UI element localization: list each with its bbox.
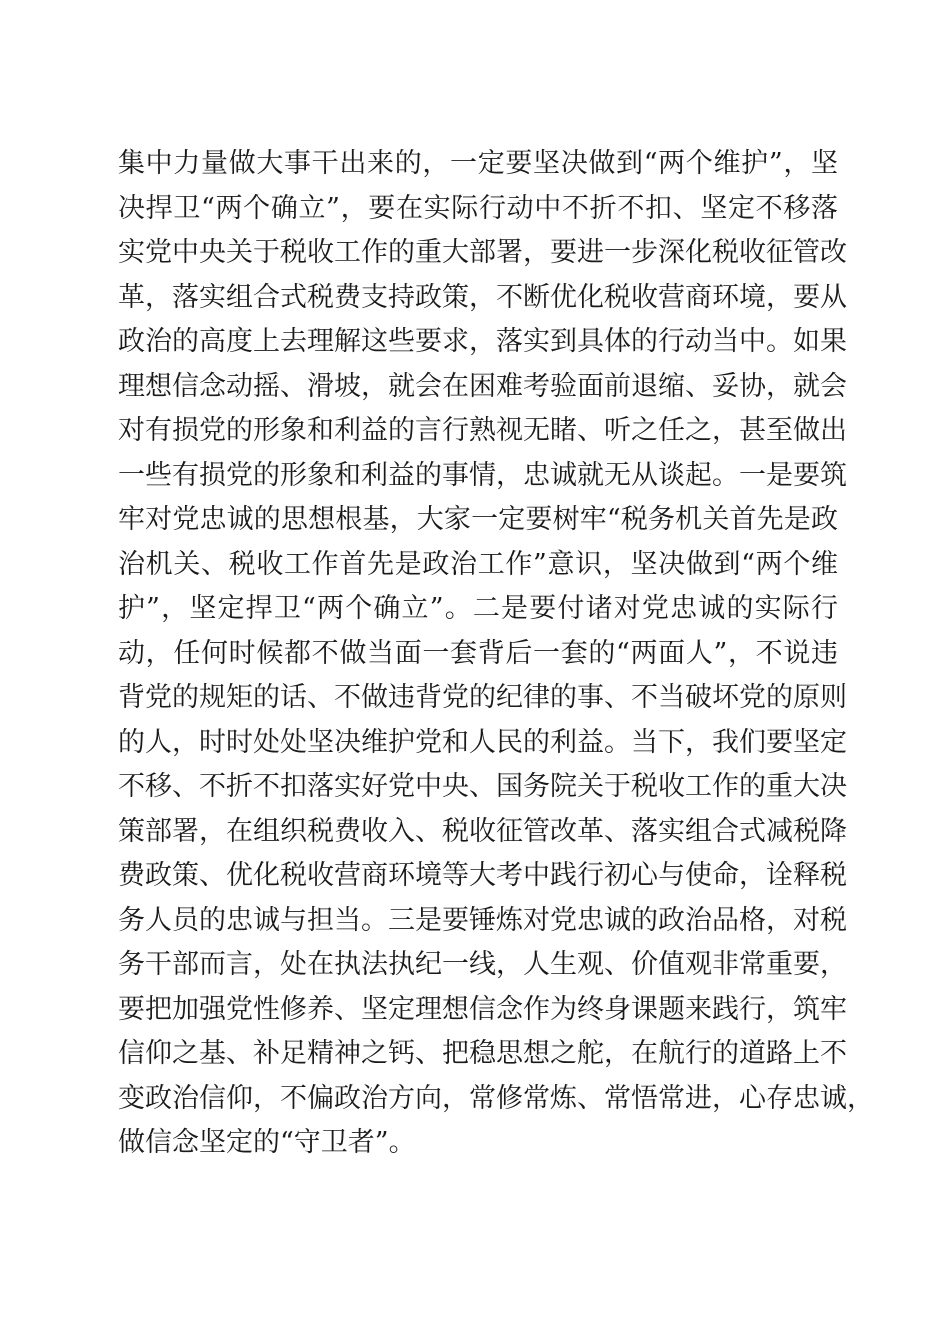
paragraph-line: 做信念坚定的“守卫者”。 bbox=[118, 1127, 416, 1158]
paragraph-line: 护”，坚定捍卫“两个确立”。二是要付诸对党忠诚的实际行 bbox=[118, 593, 838, 624]
paragraph-line: 革，落实组合式税费支持政策，不断优化税收营商环境，要从 bbox=[118, 281, 847, 313]
paragraph-line: 务人员的忠诚与担当。三是要锤炼对党忠诚的政治品格，对税 bbox=[118, 904, 847, 936]
paragraph-line: 治机关、税收工作首先是政治工作”意识，坚决做到“两个维 bbox=[118, 548, 838, 580]
paragraph-line: 集中力量做大事干出来的，一定要坚决做到“两个维护”，坚 bbox=[118, 148, 838, 179]
paragraph-line: 政治的高度上去理解这些要求，落实到具体的行动当中。如果 bbox=[118, 326, 847, 357]
paragraph-line: 背党的规矩的话、不做违背党的纪律的事、不当破坏党的原则 bbox=[118, 682, 847, 713]
paragraph-line: 对有损党的形象和利益的言行熟视无睹、听之任之，甚至做出 bbox=[118, 415, 847, 446]
paragraph-line: 动，任何时候都不做当面一套背后一套的“两面人”，不说违 bbox=[118, 637, 838, 669]
paragraph-line: 费政策、优化税收营商环境等大考中践行初心与使命，诠释税 bbox=[118, 860, 847, 891]
paragraph-line: 信仰之基、补足精神之钙、把稳思想之舵，在航行的道路上不 bbox=[118, 1038, 847, 1069]
paragraph-line: 策部署，在组织税费收入、税收征管改革、落实组合式减税降 bbox=[118, 815, 847, 847]
paragraph-line: 一些有损党的形象和利益的事情，忠诚就无从谈起。一是要筑 bbox=[118, 459, 847, 491]
paragraph-line: 牢对党忠诚的思想根基，大家一定要树牢“税务机关首先是政 bbox=[118, 504, 838, 535]
paragraph-line: 要把加强党性修养、坚定理想信念作为终身课题来践行，筑牢 bbox=[118, 993, 847, 1025]
paragraph-line: 决捍卫“两个确立”，要在实际行动中不折不扣、坚定不移落 bbox=[118, 192, 838, 224]
paragraph-line: 变政治信仰，不偏政治方向，常修常炼、常悟常进，心存忠诚， bbox=[118, 1082, 874, 1114]
paragraph-line: 理想信念动摇、滑坡，就会在困难考验面前退缩、妥协，就会 bbox=[118, 370, 847, 402]
paragraph-line: 务干部而言，处在执法执纪一线，人生观、价值观非常重要， bbox=[118, 949, 847, 980]
body-paragraph bbox=[118, 142, 874, 1166]
paragraph-line: 不移、不折不扣落实好党中央、国务院关于税收工作的重大决 bbox=[118, 771, 847, 802]
paragraph-line: 的人，时时处处坚决维护党和人民的利益。当下，我们要坚定 bbox=[118, 726, 847, 758]
paragraph-line: 实党中央关于税收工作的重大部署，要进一步深化税收征管改 bbox=[118, 237, 847, 268]
